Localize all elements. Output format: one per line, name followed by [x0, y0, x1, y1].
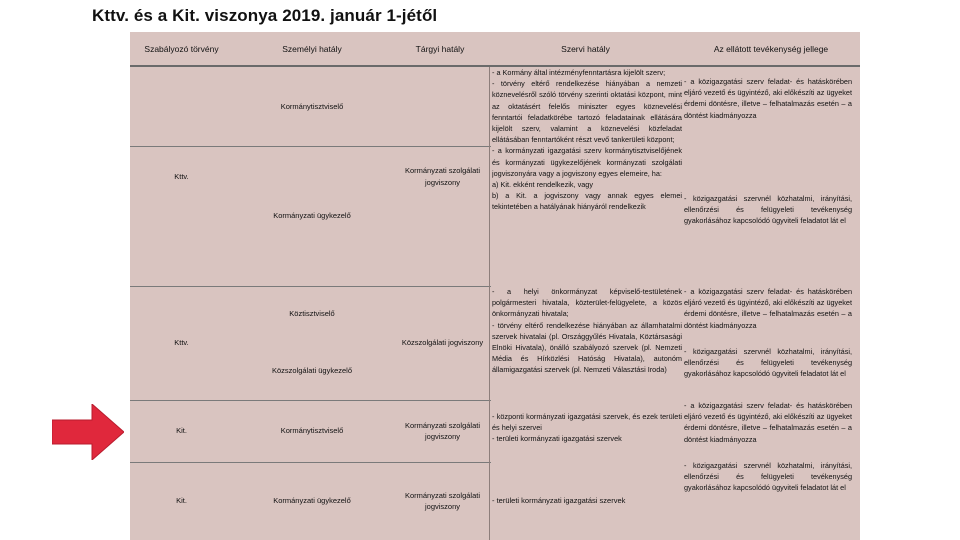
- organ-kttv-1: - a Kormány által intézményfenntartásra kijelölt szerv; - törvény eltérő rendelkezése hiányában a nemzeti köznevelésről szóló törvény szerinti oktatási központ, mint az oktatásért felelős miniszter egyes köznevelési fenntartói feladatkörébe tartozó feladatainak ellátására kijelölt szerv, valamint a köznevelési közfeladat ellátásában fenntartóként részt vevő tankerületi központ; - a kormányzati igazgatási szerv kormánytisztviselőjének és kormányzati ügykezelőjének kormányzati szolgálati jogviszonyára vagy a jogviszony egyes elemeire, ha: a) Kit. ekként rendelkezik, vagy b) a Kit. a jogviszony vagy annak egyes elemei tekintetében a hatályának hiányáról rendelkezik: [492, 68, 682, 212]
- organ-kit-1: - központi kormányzati igazgatási szervek, és ezek területi és helyi szervei - területi kormányzati igazgatási szervek: [492, 412, 682, 444]
- subject-kormanyzati-szolgalati: Kormányzati szolgálati jogviszony: [404, 166, 481, 187]
- activity-kttv-2-a: - a közigazgatási szerv feladat- és hatáskörében eljáró vezető és ügyintéző, aki előkészíti az ügyeket érdemi döntésre, illetve – felhatalmazás esetén – a döntést kiadmányozza: [684, 287, 852, 330]
- organ-kit-2: - területi kormányzati igazgatási szervek: [492, 496, 626, 506]
- comparison-table: [130, 32, 860, 540]
- law-kttv-2: Kttv.: [174, 338, 189, 348]
- personal-kormanyzati-ugykezelo: Kormányzati ügykezelő: [273, 211, 351, 221]
- personal-kit-ugykezelo: Kormányzati ügykezelő: [273, 496, 351, 506]
- slide-title: Kttv. és a Kit. viszonya 2019. január 1-jétől: [92, 6, 438, 25]
- personal-kozszolgalati-ugykezelo: Közszolgálati ügykezelő: [271, 365, 353, 375]
- subject-kit-1: Kormányzati szolgálati jogviszony: [404, 420, 481, 441]
- subject-kozszolgalati: Közszolgálati jogviszony: [401, 338, 484, 348]
- header-law: Szabályozó törvény: [144, 43, 219, 54]
- law-kit-2: Kit.: [176, 496, 187, 506]
- subject-kit-2: Kormányzati szolgálati jogviszony: [404, 490, 481, 511]
- personal-koztisztviselo: Köztisztviselő: [289, 308, 335, 318]
- activity-kttv-1-b: - közigazgatási szervnél közhatalmi, irányítási, ellenőrzési és felügyeleti tevékenység gyakorlásához kapcsolódó ügyviteli feladatot lát el: [684, 194, 852, 226]
- red-arrow-icon: [52, 404, 124, 460]
- activity-kttv-1-a: - a közigazgatási szerv feladat- és hatáskörében eljáró vezető és ügyintéző, aki előkészíti az ügyeket érdemi döntésre, illetve – felhatalmazás esetén – a döntést kiadmányozza: [684, 77, 852, 120]
- law-kttv-1: Kttv.: [174, 171, 189, 181]
- column-divider: [489, 67, 490, 540]
- activity-kit-1: - a közigazgatási szerv feladat- és hatáskörében eljáró vezető és ügyintéző, aki előkészíti az ügyeket érdemi döntésre, illetve – felhatalmazás esetén – a döntést kiadmányozza: [684, 401, 852, 444]
- header-activity: Az ellátott tevékenység jellege: [713, 43, 829, 54]
- header-personal: Személyi hatály: [282, 43, 342, 54]
- header-subject: Tárgyi hatály: [415, 43, 465, 54]
- law-kit-1: Kit.: [176, 426, 187, 436]
- personal-kit-kormanytisztviselo: Kormánytisztviselő: [280, 426, 344, 436]
- personal-kormanytisztviselo: Kormánytisztviselő: [280, 101, 344, 111]
- organ-kttv-2: - a helyi önkormányzat képviselő-testületének polgármesteri hivatala, közterület-felügyelete, a közös önkormányzati hivatala; - törvény eltérő rendelkezése hiányában az államhatalmi szervek hivatalai (pl. Országgyűlés Hivatala, Köztársasági Elnöki Hivatala), önálló szabályozó szervek (pl. Nemzeti Média és Hírközlési Hatóság Hivatala), autonóm államigazgatási szervek (pl. Nemzeti Választási Iroda): [492, 287, 682, 375]
- activity-kttv-2-b: - közigazgatási szervnél közhatalmi, irányítási, ellenőrzési és felügyeleti tevékenység gyakorlásához kapcsolódó ügyviteli feladatot lát el: [684, 347, 852, 379]
- activity-kit-2: - közigazgatási szervnél közhatalmi, irányítási, ellenőrzési és felügyeleti tevékenység gyakorlásához kapcsolódó ügyviteli feladatot lát el: [684, 461, 852, 493]
- header-organ: Szervi hatály: [561, 43, 610, 54]
